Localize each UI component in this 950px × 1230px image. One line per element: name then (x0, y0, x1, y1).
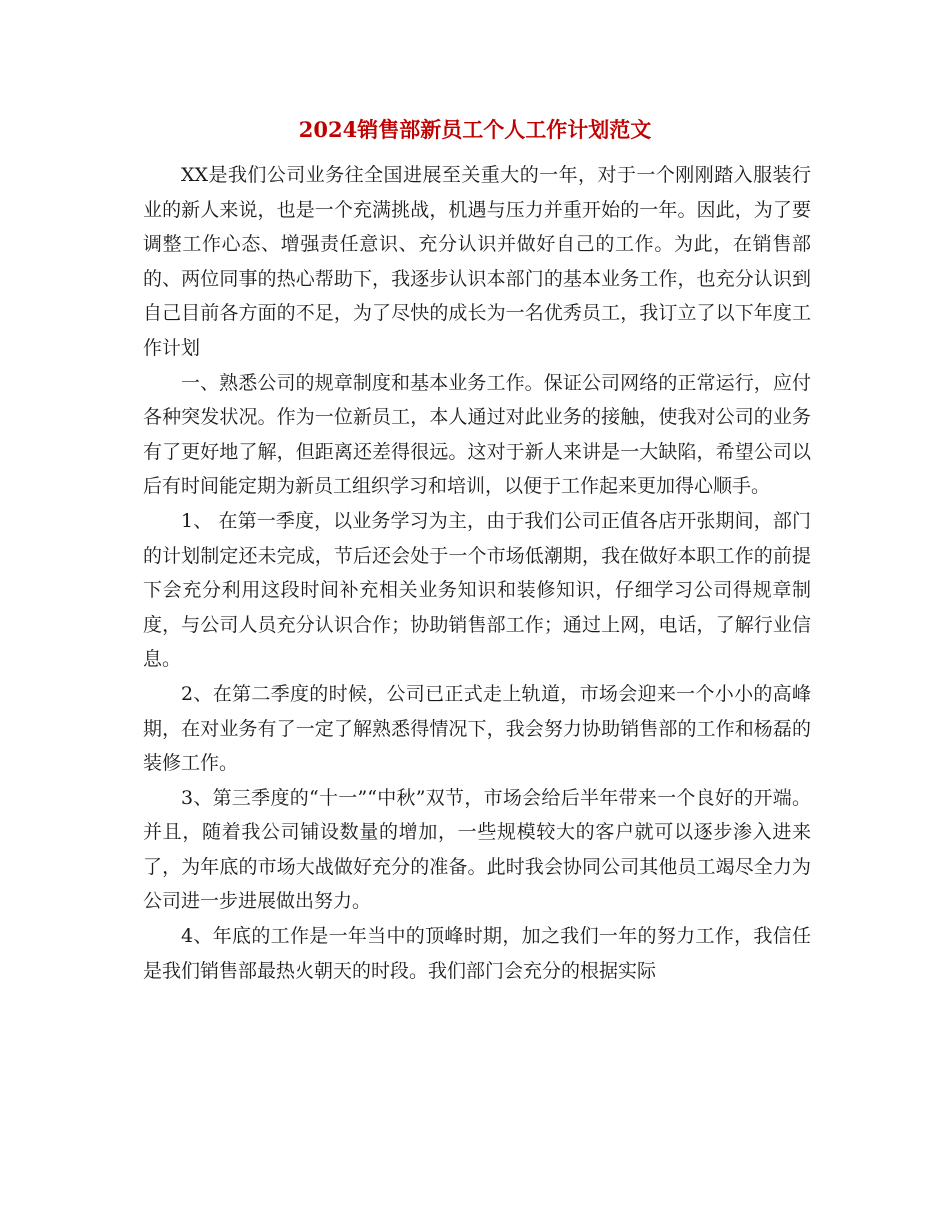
paragraph-q3: 3、第三季度的“十一”“中秋”双节，市场会给后半年带来一个良好的开端。并且，随着我公司铺设数量的增加，一些规模较大的客户就可以逐步渗入进来了，为年底的市场大战做好充分的准备。此时我会协同公司其他员工竭尽全力为公司进一步进展做出努力。 (143, 786, 811, 913)
paragraph-q1: 1、 在第一季度，以业务学习为主，由于我们公司正值各店开张期间，部门的计划制定还未完成，节后还会处于一个市场低潮期，我在做好本职工作的前提下会充分利用这段时间补充相关业务知识和装修知识，仔细学习公司得规章制度，与公司人员充分认识合作；协助销售部工作；通过上网，电话，了解行业信息。 (143, 509, 811, 671)
paragraph-intro: XX是我们公司业务往全国进展至关重大的一年，对于一个刚刚踏入服装行业的新人来说，也是一个充满挑战，机遇与压力并重开始的一年。因此，为了要调整工作心态、增强责任意识、充分认识并做好自己的工作。为此，在销售部的、两位同事的热心帮助下，我逐步认识本部门的基本业务工作，也充分认识到自己目前各方面的不足，为了尽快的成长为一名优秀员工，我订立了以下年度工作计划 (143, 164, 811, 359)
document-body (143, 158, 811, 988)
paragraph-year-end: 4、年底的工作是一年当中的顶峰时期，加之我们一年的努力工作，我信任是我们销售部最热火朝天的时段。我们部门会充分的根据实际 (143, 925, 811, 982)
paragraph-section-1: 一、熟悉公司的规章制度和基本业务工作。保证公司网络的正常运行，应付各种突发状况。作为一位新员工，本人通过对此业务的接触，使我对公司的业务有了更好地了解，但距离还差得很远。这对于新人来讲是一大缺陷，希望公司以后有时间能定期为新员工组织学习和培训，以便于工作起来更加得心顺手。 (143, 371, 811, 498)
paragraph-q2: 2、在第二季度的时候，公司已正式走上轨道，市场会迎来一个小小的高峰期，在对业务有了一定了解熟悉得情况下，我会努力协助销售部的工作和杨磊的装修工作。 (143, 682, 811, 775)
document-title: 2024销售部新员工个人工作计划范文 (298, 117, 652, 142)
